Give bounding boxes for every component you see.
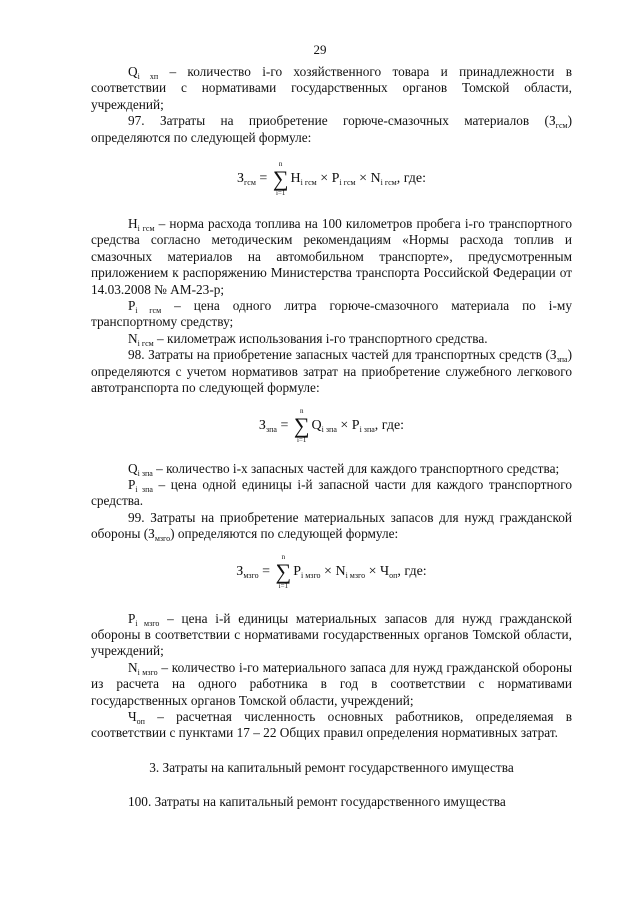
definition-q-zpa: $Q_{i зпа}$ – количество i-х запасных частей для каждого транспортного средства; <box>128 460 560 478</box>
section-heading: 3. Затраты на капитальный ремонт государственного имущества <box>149 759 514 775</box>
sum-operator: n ∑ i=1 <box>293 406 310 444</box>
formula-zpa: $З_{зпа}$ = n ∑ i=1 $Q_{i зпа} \times Р_{i зпа}$, где: <box>258 406 405 444</box>
definition-km-gsm: $N_{i гсм}$ – километраж использования i-го транспортного средства. <box>128 330 488 348</box>
item-97: 97. Затраты на приобретение горюче-смазочных материалов $(З_{гсм})$ определяются по следующей формуле: <box>91 113 572 145</box>
definition-p-mzgo: $Р_{i мзго}$ – цена i-й единицы материальных запасов для нужд гражданской обороны в соответствии с нормативами государственных органов Томской области, учреждений; <box>91 610 572 659</box>
definition-p-zpa: $Р_{i зпа}$ – цена одной единицы i-й запасной части для каждого транспортного средства. <box>91 476 572 509</box>
page-number: 29 <box>313 42 327 57</box>
item-100: 100. Затраты на капитальный ремонт государственного имущества <box>128 794 506 810</box>
document-body <box>91 64 572 811</box>
item-98: 98. Затраты на приобретение запасных частей для транспортных средств $(З_{зпа})$ определяются с учетом нормативов затрат на приобретение служебного легкового автотранспорта по следующей формуле: <box>91 347 572 396</box>
sum-operator: n ∑ i=1 <box>275 552 292 590</box>
item-99: 99. Затраты на приобретение материальных запасов для нужд гражданской обороны $(З_{мзго})$ определяются по следующей формуле: <box>91 509 572 544</box>
formula-mzgo: $З_{мзго}$ = n ∑ i=1 $Р_{i мзго} \times N_{i мзго} \times Ч_{оп}$, где: <box>236 552 427 590</box>
definition-ch-op: $Ч_{оп}$ – расчетная численность основных работников, определяемая в соответствии с пунктами 17 – 22 Общих правил определения нормативных затрат. <box>91 708 572 741</box>
definition-n-mzgo: $N_{i мзго}$ – количество i-го материального запаса для нужд гражданской обороны из расчета на одного работника в год в соответствии с нормативами государственных органов Томской области, учреждений; <box>91 659 573 708</box>
sum-operator: n ∑ i=1 <box>272 160 289 198</box>
definition-p-gsm: $Р_{i гсм}$ – цена одного литра горюче-смазочного материала по i-му транспортному средству; <box>91 298 572 330</box>
formula-gsm: $З_{гсм}$ = n ∑ i=1 $Н_{i гсм} \times Р_{i гсм} \times N_{i гсм}$, где: <box>236 160 427 198</box>
definition-n-gsm: $Н_{i гсм}$ – норма расхода топлива на 100 километров пробега i-го транспортного средства согласно методическим рекомендациям «Нормы расхода топлив и смазочных материалов на автомобильном транспорте», предусмотренным приложением к распоряжению Министерства транспорта Российской Федерации от 14.03.2008 № АМ-23-р; <box>91 216 572 297</box>
definition-q-hp: $Q_{i хп}$ – количество i-го хозяйственного товара и принадлежности в соответствии с нормативами государственных органов Томской области, учреждений; <box>91 64 572 112</box>
